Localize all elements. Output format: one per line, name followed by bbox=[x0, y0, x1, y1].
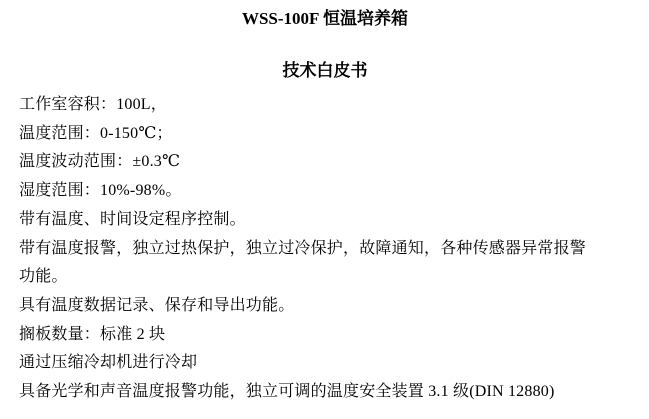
spec-line-program-control: 带有温度、时间设定程序控制。 bbox=[19, 210, 246, 228]
spec-line-temp-fluctuation: 温度波动范围：±0.3℃ bbox=[19, 153, 181, 171]
document-subtitle: 技术白皮书 bbox=[282, 61, 368, 80]
spec-line-safety-device: 具备光学和声音温度报警功能，独立可调的温度安全装置 3.1 级(DIN 12880) bbox=[19, 383, 555, 401]
spec-line-temp-range: 温度范围：0-150℃； bbox=[19, 124, 173, 142]
spec-line-humidity-range: 湿度范围：10%-98%。 bbox=[19, 182, 182, 200]
document-body bbox=[19, 91, 631, 407]
document-title: WSS-100F 恒温培养箱 bbox=[241, 9, 409, 28]
spec-line-capacity: 工作室容积：100L， bbox=[19, 96, 167, 113]
spec-line-shelves: 搁板数量：标准 2 块 bbox=[19, 325, 166, 343]
spec-line-data-logging: 具有温度数据记录、保存和导出功能。 bbox=[19, 296, 295, 314]
spec-line-alarm-protection: 带有温度报警，独立过热保护，独立过冷保护，故障通知，各种传感器异常报警 bbox=[19, 239, 587, 257]
spec-line-cooling: 通过压缩冷却机进行冷却 bbox=[19, 354, 198, 372]
spec-line-alarm-protection-wrap: 功能。 bbox=[19, 268, 68, 286]
